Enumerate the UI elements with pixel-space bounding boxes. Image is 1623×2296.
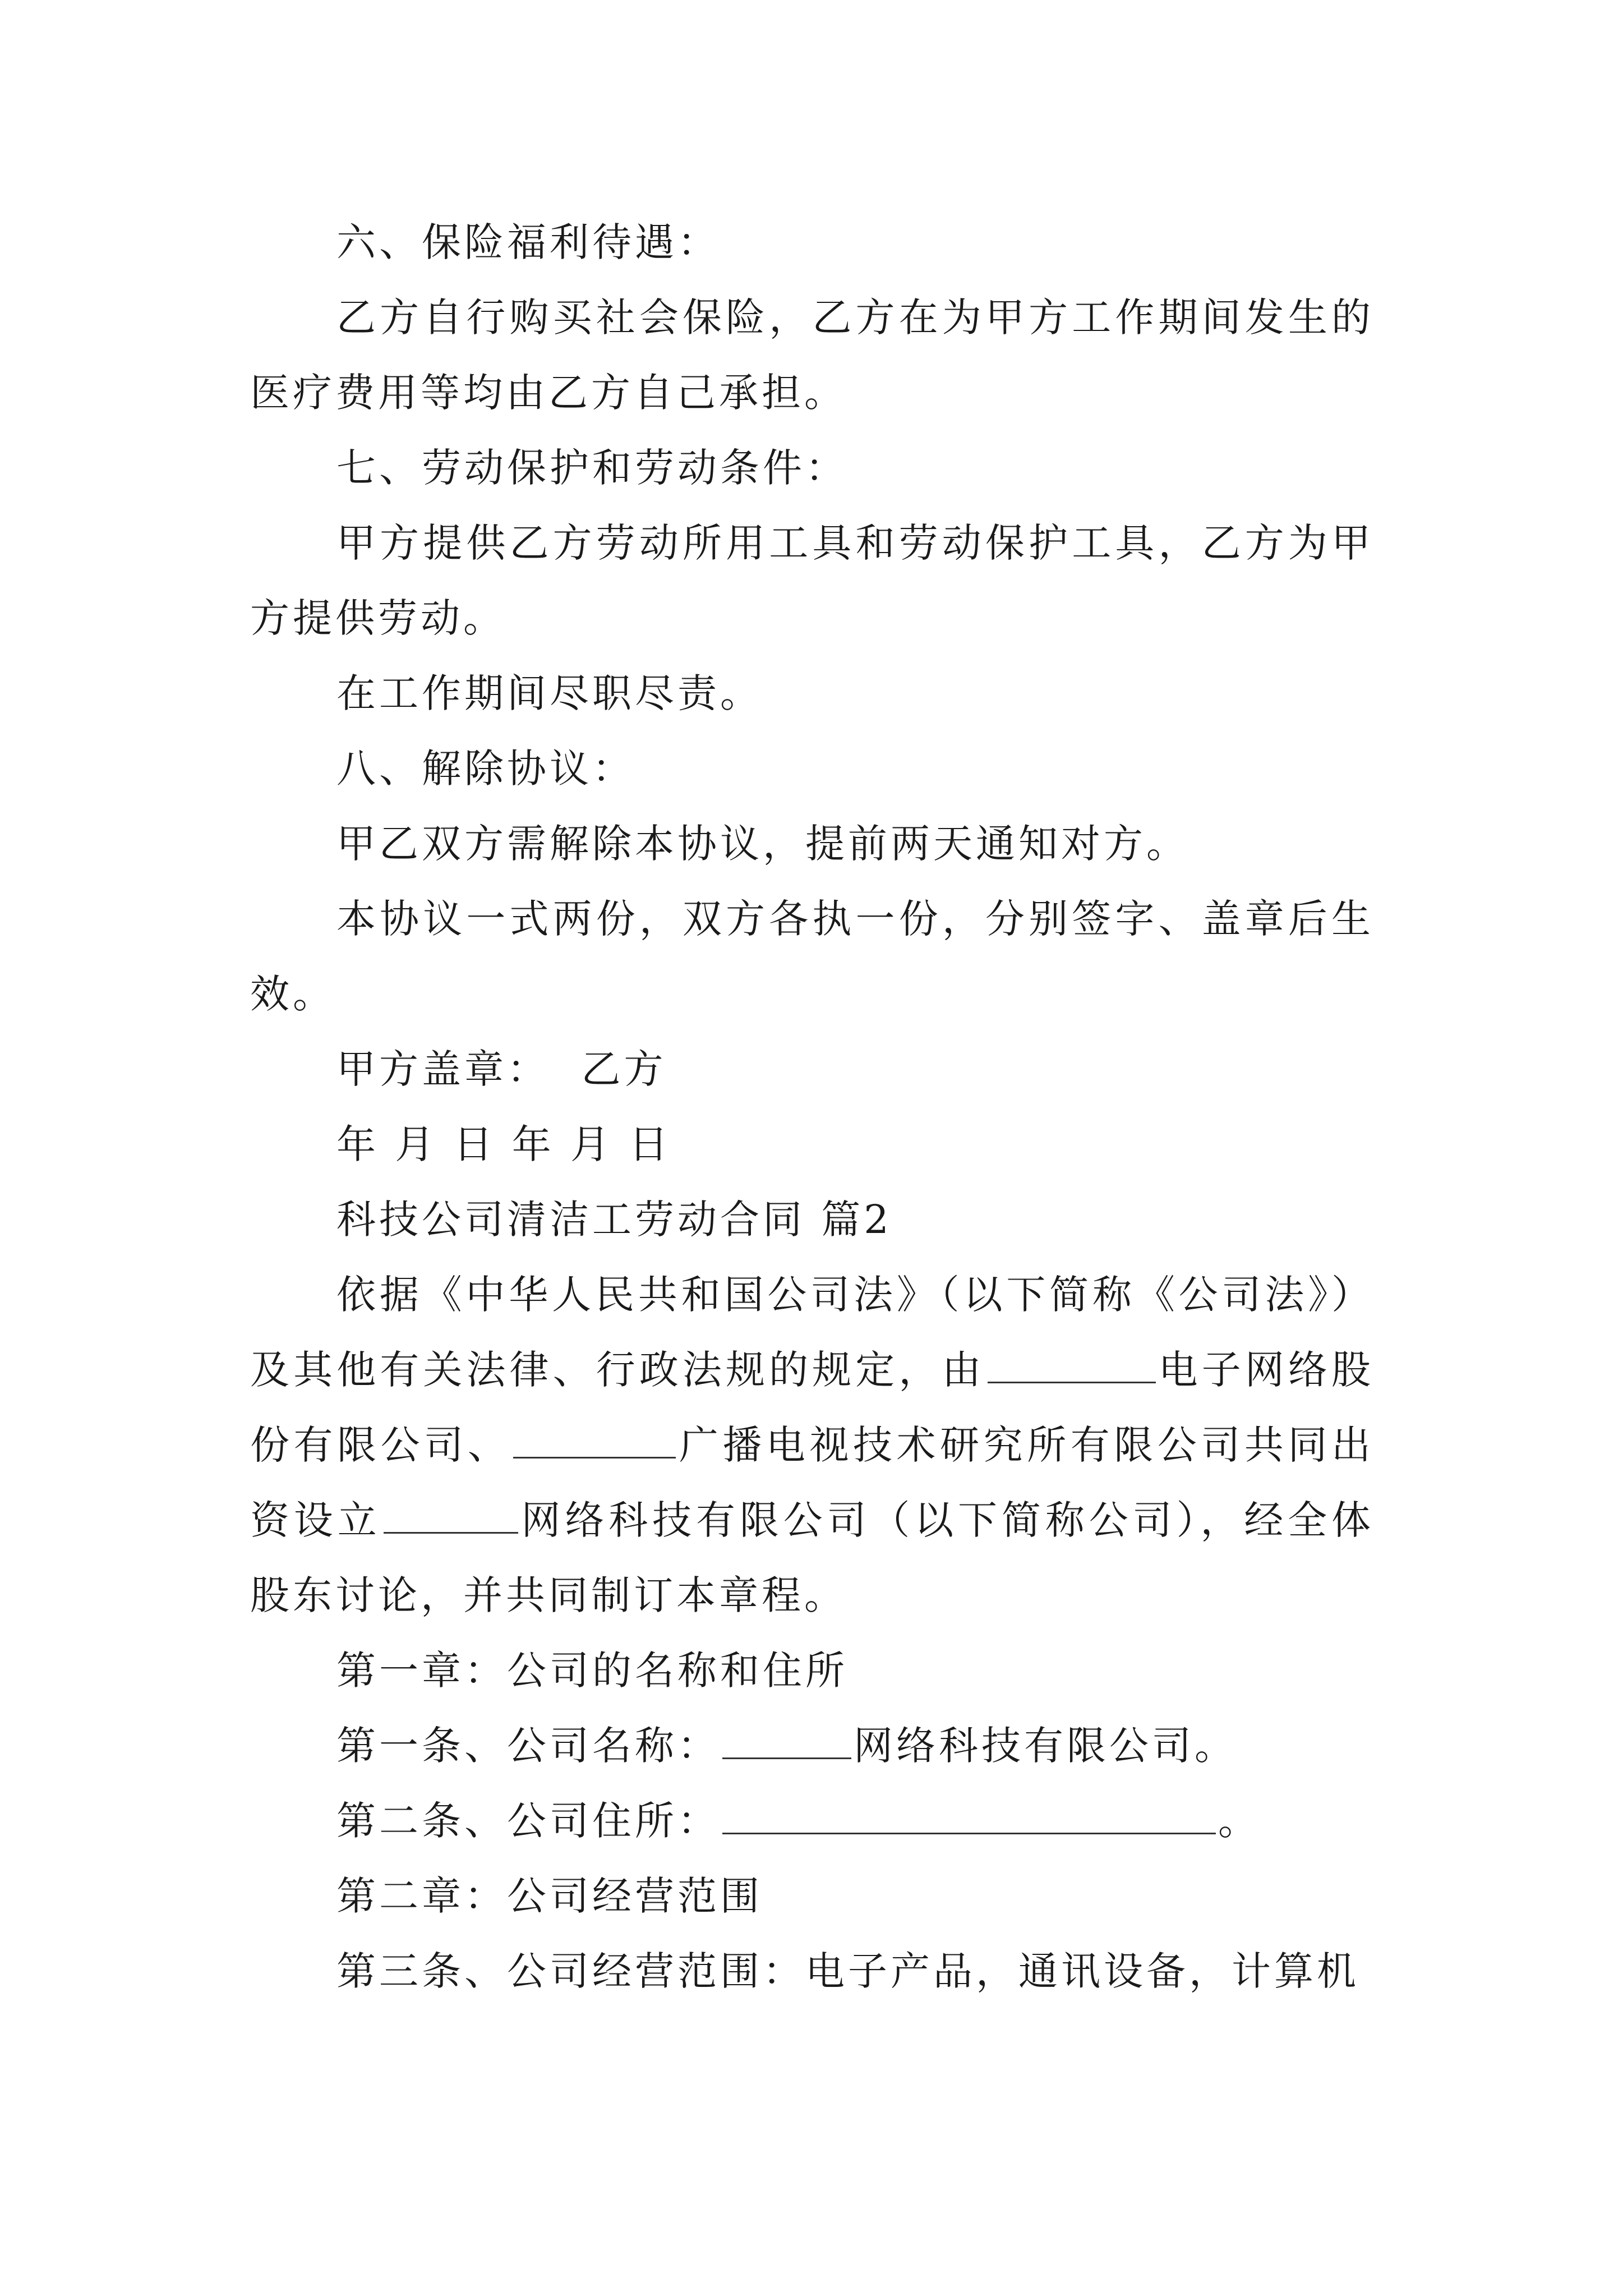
heading-insurance: 六、保险福利待遇：: [336, 219, 720, 265]
fill-blank: [988, 1347, 1156, 1383]
basis-text-a: 依据《中华人民共和国公司法》（以下简称《公司法》）及其他有关法律、行政法规的规定，由: [250, 1272, 1374, 1393]
article-two-label: 第二条、公司住所：: [336, 1798, 720, 1844]
article-one-label: 第一条、公司名称：: [336, 1723, 720, 1769]
paragraph-labor-protection: 甲方提供乙方劳动所用工具和劳动保护工具，乙方为甲方提供劳动。: [250, 520, 1374, 641]
date-line: 年 月 日 年 月 日: [336, 1121, 672, 1167]
paragraph-basis: [250, 1257, 1374, 1633]
paragraph-termination: 甲乙双方需解除本协议，提前两天通知对方。: [336, 821, 1189, 867]
fill-blank: [722, 1798, 1216, 1834]
heading-labor-protection: 七、劳动保护和劳动条件：: [336, 445, 848, 491]
chapter-two-title: 第二章：公司经营范围: [336, 1873, 763, 1919]
document-body: [250, 205, 1374, 2009]
article-three: 第三条、公司经营范围：电子产品，通讯设备，计算机: [336, 1948, 1359, 1994]
paragraph-copies: 本协议一式两份，双方各执一份，分别签字、盖章后生效。: [250, 896, 1374, 1017]
heading-termination: 八、解除协议：: [336, 746, 635, 792]
chapter-one-title: 第一章：公司的名称和住所: [336, 1648, 848, 1694]
fill-blank: [722, 1723, 851, 1759]
article-one: [250, 1708, 1374, 1783]
signature-line: 甲方盖章： 乙方: [336, 1046, 667, 1092]
fill-blank: [513, 1422, 676, 1458]
article-two-end: 。: [1218, 1798, 1261, 1844]
basis-text-c: 广播电视技术研究所有限公司共同出资设立: [250, 1422, 1375, 1543]
paragraph-duty: 在工作期间尽职尽责。: [336, 670, 763, 716]
article-two: [250, 1783, 1374, 1858]
paragraph-insurance: 乙方自行购买社会保险，乙方在为甲方工作期间发生的医疗费用等均由乙方自己承担。: [250, 295, 1374, 416]
article-one-value: 网络科技有限公司。: [854, 1723, 1237, 1769]
fill-blank: [384, 1497, 518, 1534]
basis-text-d: 网络科技有限公司（以下简称公司），经全体股东讨论，并共同制订本章程。: [250, 1497, 1374, 1618]
section-title: 科技公司清洁工劳动合同 篇2: [336, 1197, 892, 1243]
basis-text-b: 电子网络股份有限公司、: [250, 1347, 1375, 1468]
